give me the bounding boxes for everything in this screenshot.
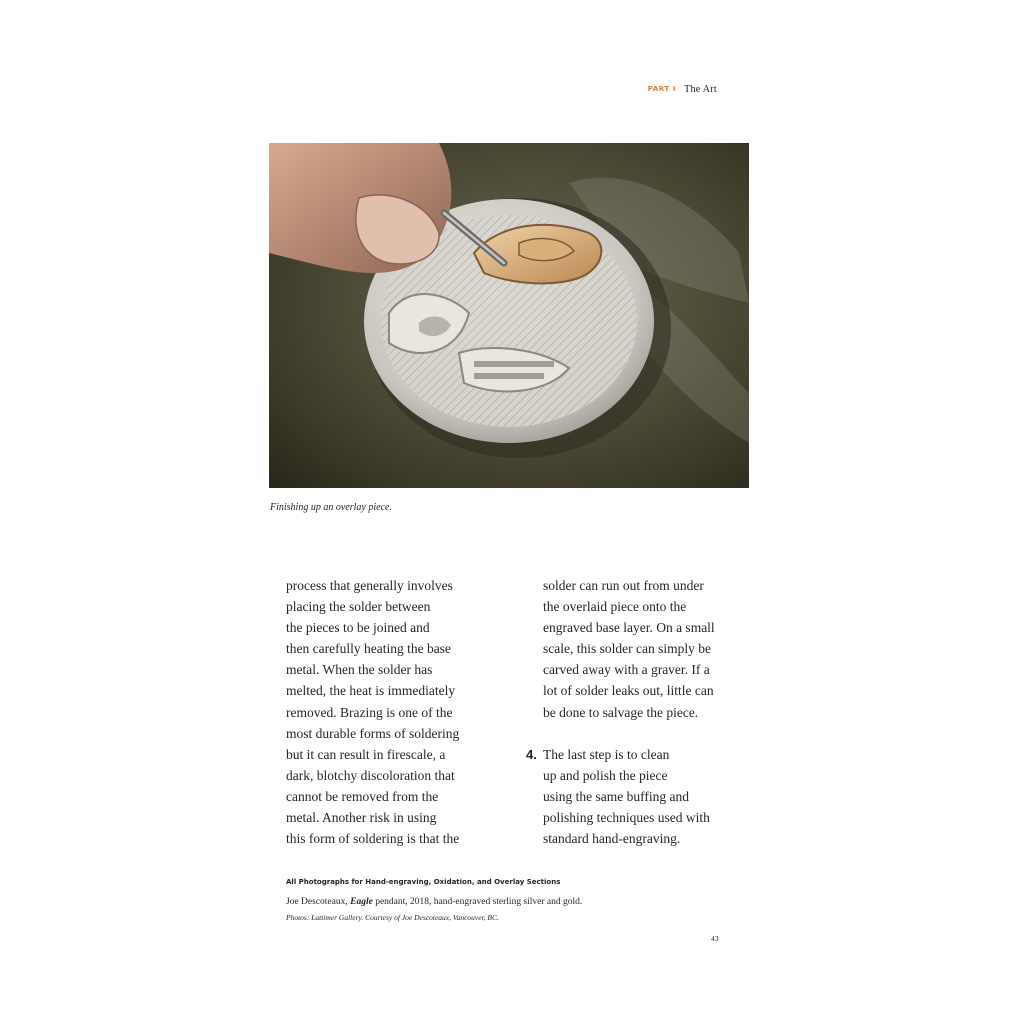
body-line: dark, blotchy discoloration that bbox=[286, 767, 455, 783]
body-line: process that generally involves bbox=[286, 578, 453, 593]
step-line: up and polish the piece bbox=[543, 767, 668, 783]
step-line: polishing techniques used with bbox=[543, 809, 710, 825]
body-line: engraved base layer. On a small bbox=[543, 620, 715, 636]
running-head bbox=[648, 84, 717, 95]
body-line: solder can run out from under bbox=[543, 578, 704, 593]
step-number: 4. bbox=[526, 746, 537, 762]
credits-work-title: Eagle bbox=[350, 897, 373, 907]
body-line: the pieces to be joined and bbox=[286, 620, 430, 636]
body-line: carved away with a graver. If a bbox=[543, 662, 710, 678]
figure-caption: Finishing up an overlay piece. bbox=[270, 502, 392, 513]
body-line: metal. When the solder has bbox=[286, 662, 433, 678]
step-four bbox=[526, 744, 758, 849]
credits-line bbox=[286, 897, 582, 907]
body-line: scale, this solder can simply be bbox=[543, 641, 711, 657]
photo-credit: Photos: Lattimer Gallery. Courtesy of Joe Descoteaux, Vancouver, BC. bbox=[286, 913, 499, 922]
step-line: standard hand-engraving. bbox=[543, 831, 681, 847]
body-line: most durable forms of soldering bbox=[286, 725, 460, 741]
body-line: metal. Another risk in using bbox=[286, 810, 437, 826]
body-line: melted, the heat is immediately bbox=[286, 683, 456, 699]
credits-heading: All Photographs for Hand-engraving, Oxidation, and Overlay Sections bbox=[286, 878, 561, 886]
body-line: removed. Brazing is one of the bbox=[286, 704, 453, 720]
body-line: be done to salvage the piece. bbox=[543, 704, 699, 720]
section-title: The Art bbox=[684, 84, 717, 95]
body-line: placing the solder between bbox=[286, 599, 431, 615]
body-column-left bbox=[286, 575, 501, 849]
overlay-photo bbox=[269, 143, 749, 488]
step-line: using the same buffing and bbox=[543, 788, 689, 804]
body-line: cannot be removed from the bbox=[286, 788, 439, 804]
credits-artist: Joe Descoteaux, bbox=[286, 897, 351, 907]
body-line: the overlaid piece onto the bbox=[543, 599, 687, 615]
step-line: The last step is to clean bbox=[543, 746, 670, 762]
body-line: then carefully heating the base bbox=[286, 641, 451, 657]
body-line: but it can result in firescale, a bbox=[286, 746, 446, 762]
credits-work-details: pendant, 2018, hand-engraved sterling silver and gold. bbox=[372, 897, 583, 907]
body-line: this form of soldering is that the bbox=[286, 831, 460, 847]
part-label: PART I bbox=[647, 85, 677, 93]
body-line: lot of solder leaks out, little can bbox=[543, 683, 714, 699]
photo-illustration bbox=[269, 143, 749, 488]
page-number: 43 bbox=[711, 934, 719, 943]
body-column-right bbox=[526, 575, 758, 849]
